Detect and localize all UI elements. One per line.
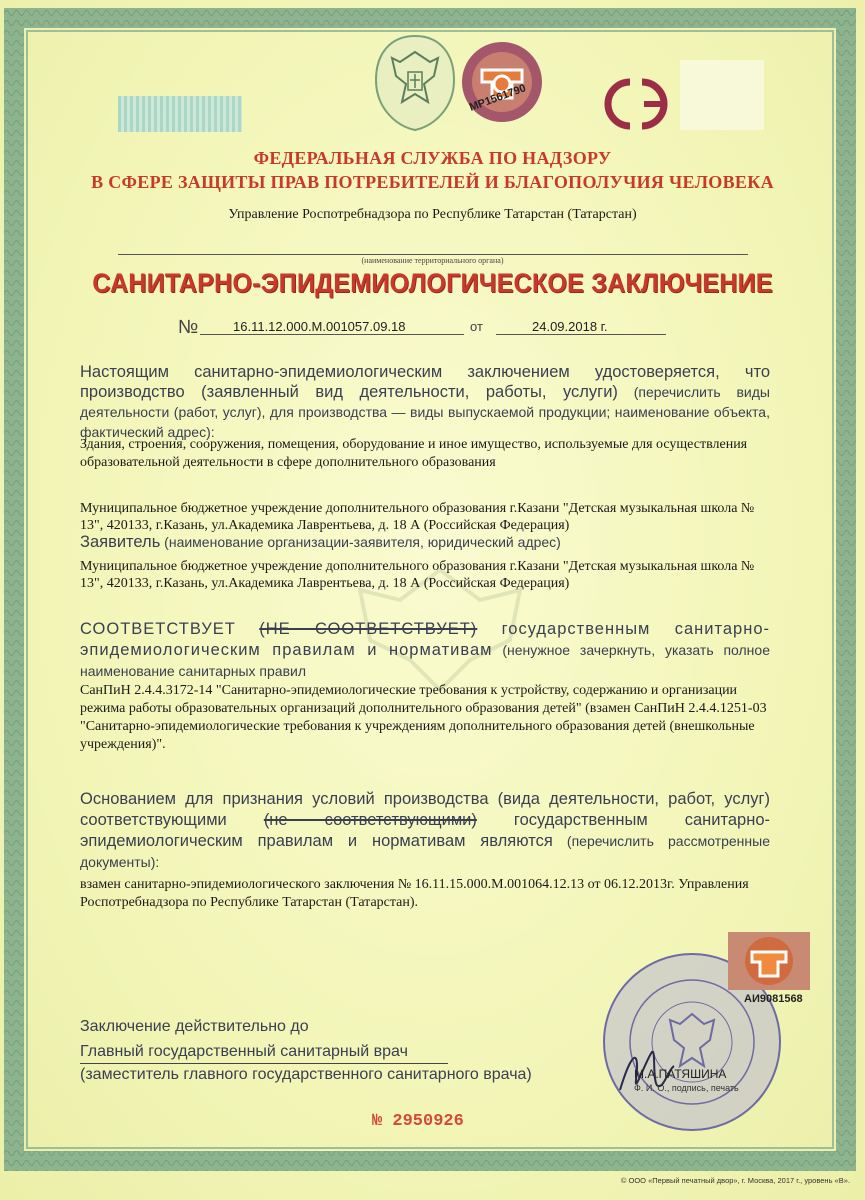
conformity-statement	[80, 619, 770, 682]
printer-footer: © ООО «Первый печатный двор», г. Москва, 2017 г., уровень «В».	[620, 1176, 850, 1185]
applicant-line-1: Муниципальное бюджетное учреждение дополнительного образования г.Казани "Детская музыкальная школа №	[80, 559, 755, 574]
conformity-note: (ненужное зачеркнуть, указать полное наименование санитарных правил	[80, 642, 770, 679]
signer-underline	[80, 1063, 448, 1064]
blank-patch	[680, 60, 764, 130]
document-title: САНИТАРНО-ЭПИДЕМИОЛОГИЧЕСКОЕ ЗАКЛЮЧЕНИЕ	[92, 268, 773, 298]
emblem-icon	[370, 32, 460, 132]
basis-statement	[80, 789, 770, 873]
organization-line-2: 13", 420133, г.Казань, ул.Академика Лаврентьева, д. 18 А (Российская Федерация)	[80, 518, 570, 533]
conformity-rest: государственным санитарно-эпидемиологическим правилам и нормативам	[80, 620, 770, 659]
hologram-strip	[118, 96, 242, 132]
se-logo-icon	[600, 76, 680, 132]
agency-line-1: ФЕДЕРАЛЬНАЯ СЛУЖБА ПО НАДЗОРУ	[253, 148, 612, 168]
territorial-rule	[118, 254, 748, 255]
applicant-line-2: 13", 420133, г.Казань, ул.Академика Лаврентьева, д. 18 А (Российская Федерация)	[80, 576, 570, 591]
signer-role-deputy: (заместитель главного государственного санитарного врача)	[80, 1066, 532, 1083]
basis-part-2: государственным санитарно-эпидемиологическим правилам и нормативам являются	[80, 811, 770, 850]
date-underline	[496, 334, 666, 335]
territorial-caption: (наименование территориального органа)	[361, 256, 504, 265]
applicant-label: Заявитель	[80, 533, 161, 551]
conformity-struck: (НЕ СООТВЕТСТВУЕТ)	[259, 620, 478, 638]
hologram-top-code: МР1561790	[467, 82, 528, 114]
production-intro-main: Настоящим санитарно-эпидемиологическим заключением удостоверяется, что производство (заявленный вид деятельности, работы, услуги)	[80, 363, 770, 401]
production-value: Здания, строения, сооружения, помещения, оборудование и иное имущество, используемые для осуществления образовательной деятельности в сфере дополнительного образования	[80, 437, 748, 470]
certificate-number: 16.11.12.000.М.001057.09.18	[233, 319, 406, 334]
sanitary-rules-text: СанПиН 2.4.4.3172-14 "Санитарно-эпидемиологические требования к устройству, содержанию и организации режима работы образовательных организаций дополнительного образования детей" (взамен СанПиН 2.4.4.1251-03 "Санитарно-эпидемиологические требования к учреждениям дополнительного образования детей (внешкольные учреждения)".	[80, 683, 767, 752]
organization-line-1: Муниципальное бюджетное учреждение дополнительного образования г.Казани "Детская музыкальная школа №	[80, 501, 755, 516]
basis-note: (перечислить рассмотренные документы):	[80, 833, 770, 870]
signer-role: Главный государственный санитарный врач	[80, 1043, 408, 1060]
production-intro	[80, 362, 770, 442]
production-intro-note: (перечислить виды деятельности (работ, услуг), для производства — виды выпускаемой продукции; наименование объекта, фактический адрес):	[80, 384, 770, 440]
number-underline	[200, 334, 464, 335]
applicant-note: (наименование организации-заявителя, юридический адрес)	[160, 534, 561, 550]
applicant-heading	[80, 532, 770, 552]
basis-part-1: Основанием для признания условий производства (вида деятельности, работ, услуг) соответствующими	[80, 790, 770, 829]
date-from-label: от	[470, 319, 483, 334]
form-serial-number: № 2950926	[372, 1112, 464, 1131]
number-sign: №	[178, 317, 199, 338]
certificate-date: 24.09.2018 г.	[532, 319, 608, 334]
basis-struck: (не соответствующими)	[263, 811, 477, 829]
territorial-body: Управление Роспотребнадзора по Республике Татарстан (Татарстан)	[228, 207, 637, 222]
agency-line-2: В СФЕРЕ ЗАЩИТЫ ПРАВ ПОТРЕБИТЕЛЕЙ И БЛАГОПОЛУЧИЯ ЧЕЛОВЕКА	[91, 172, 774, 192]
conformity-word: СООТВЕТСТВУЕТ	[80, 620, 236, 638]
se-logo-text: СЭ	[600, 76, 602, 77]
signer-caption: Ф. И. О., подпись, печать	[634, 1083, 739, 1093]
hologram-sticker-icon	[728, 932, 810, 990]
hologram-bottom-code: АИ9081568	[744, 993, 803, 1005]
signer-name: М.А.ПАТЯШИНА	[634, 1067, 727, 1081]
validity-label: Заключение действительно до	[80, 1018, 309, 1035]
basis-documents: взамен санитарно-эпидемиологического заключения № 16.11.15.000.М.001064.12.13 от 06.12.2013г. Управления Роспотребнадзора по Республике Татарстан (Татарстан).	[80, 877, 749, 910]
